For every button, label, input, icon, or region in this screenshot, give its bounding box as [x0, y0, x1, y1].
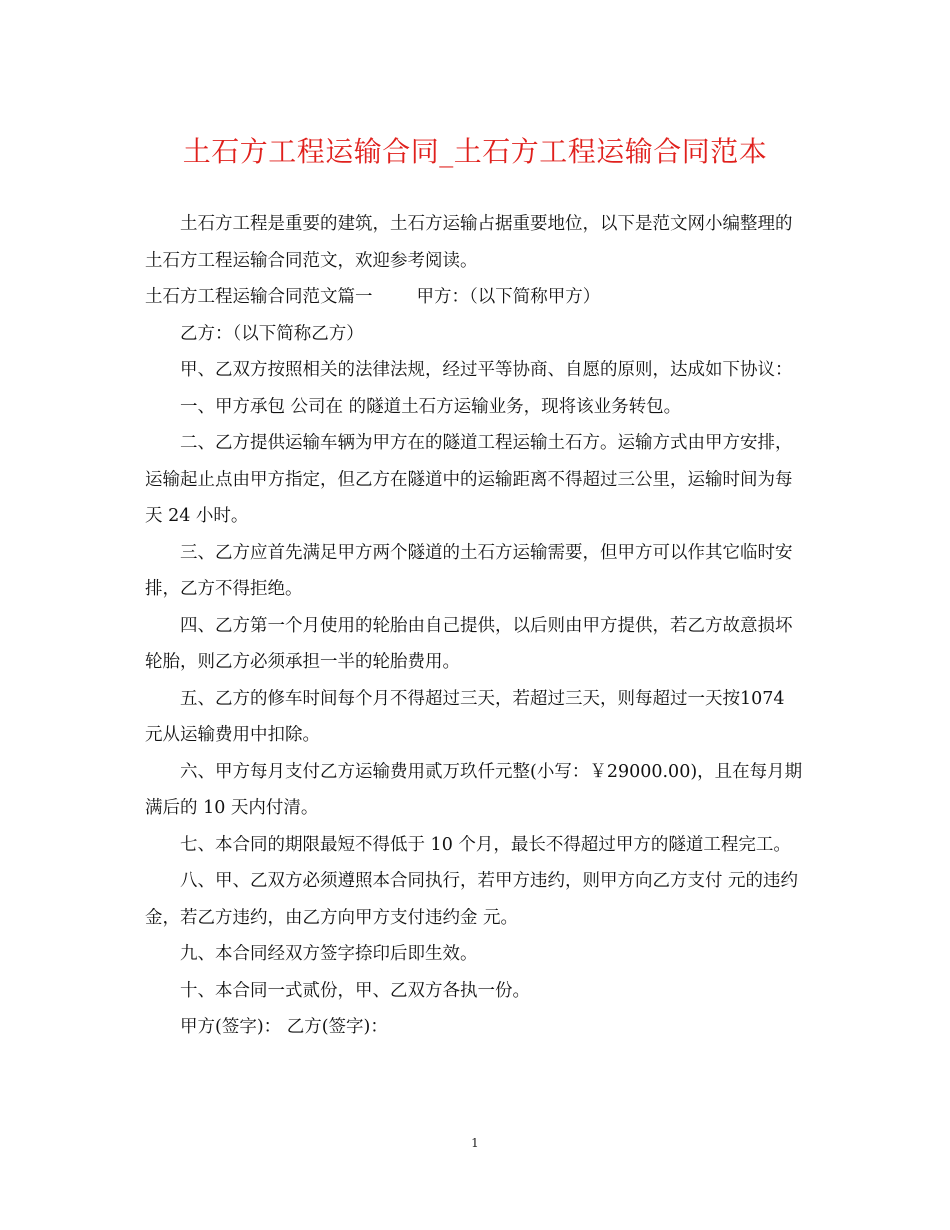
- clause-2: 二、乙方提供运输车辆为甲方在的隧道工程运输土石方。运输方式由甲方安排，运输起止点由甲方指定，但乙方在隧道中的运输距离不得超过三公里，运输时间为每天 24 小时。: [145, 433, 793, 526]
- clause-3: 三、乙方应首先满足甲方两个隧道的土石方运输需要，但甲方可以作其它临时安排，乙方不得拒绝。: [145, 542, 793, 599]
- section-heading: 土石方工程运输合同范文篇一: [145, 287, 373, 307]
- clause-4: 四、乙方第一个月使用的轮胎由自己提供，以后则由甲方提供，若乙方故意损坏轮胎，则乙方必须承担一半的轮胎费用。: [145, 615, 793, 672]
- clause-7: 七、本合同的期限最短不得低于 10 个月，最长不得超过甲方的隧道工程完工。: [180, 834, 791, 855]
- clause-9: 九、本合同经双方签字捺印后即生效。: [180, 944, 478, 964]
- signature-line: 甲方(签字)： 乙方(签字)：: [180, 1017, 388, 1037]
- page-number: 1: [471, 1136, 479, 1150]
- agreement-paragraph: 甲、乙双方按照相关的法律法规，经过平等协商、自愿的原则，达成如下协议：: [180, 360, 793, 380]
- intro-paragraph: 土石方工程是重要的建筑，土石方运输占据重要地位，以下是范文网小编整理的土石方工程运输合同范文，欢迎参考阅读。: [145, 214, 793, 271]
- clause-6: 六、甲方每月支付乙方运输费用贰万玖仟元整(小写：￥29000.00)，且在每月期满后的 10 天内付清。: [145, 761, 803, 818]
- document-body: [145, 206, 805, 1046]
- party-a-line: 甲方：（以下简称甲方）: [416, 287, 601, 307]
- document-title: 土石方工程运输合同_土石方工程运输合同范本: [182, 135, 768, 168]
- party-b-line: 乙方：（以下简称乙方）: [180, 323, 364, 344]
- clause-10: 十、本合同一式贰份，甲、乙双方各执一份。: [180, 980, 530, 1001]
- clause-1: 一、甲方承包 公司在 的隧道土石方运输业务，现将该业务转包。: [180, 396, 682, 417]
- clause-5: 五、乙方的修车时间每个月不得超过三天，若超过三天，则每超过一天按1074 元从运输费用中扣除。: [145, 688, 785, 745]
- clause-8: 八、甲、乙双方必须遵照本合同执行，若甲方违约，则甲方向乙方支付 元的违约金，若乙方违约，由乙方向甲方支付违约金 元。: [145, 871, 799, 928]
- section-heading-line: [145, 279, 805, 316]
